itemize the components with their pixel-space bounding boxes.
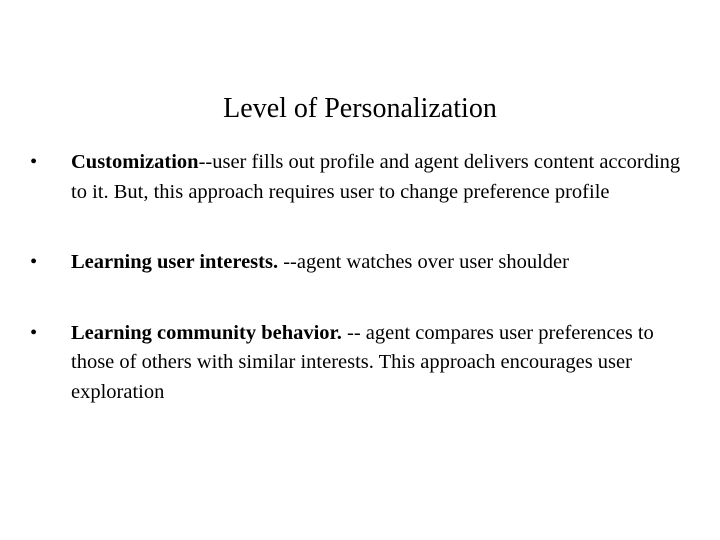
- bullet-text: --user fills out profile and agent delivers content according to it. But, this approach requires user to change preference profile: [71, 151, 681, 203]
- bullet-term: Learning community behavior.: [71, 321, 342, 344]
- bullet-text: --agent watches over user shoulder: [278, 251, 569, 273]
- bullet-icon: •: [30, 151, 38, 173]
- bullet-list: [30, 148, 700, 407]
- slide-title: Level of Personalization: [223, 93, 497, 124]
- bullet-learning-community-behavior: [30, 319, 700, 408]
- bullet-icon: •: [30, 251, 38, 273]
- bullet-text: -- agent compares user preferences to those of others with similar interests. This approach encourages user exploration: [71, 321, 654, 403]
- bullet-icon: •: [30, 321, 38, 344]
- bullet-term: Customization: [71, 151, 199, 173]
- bullet-term: Learning user interests.: [71, 251, 279, 273]
- bullet-customization: [30, 148, 700, 207]
- bullet-learning-user-interests: [30, 248, 700, 278]
